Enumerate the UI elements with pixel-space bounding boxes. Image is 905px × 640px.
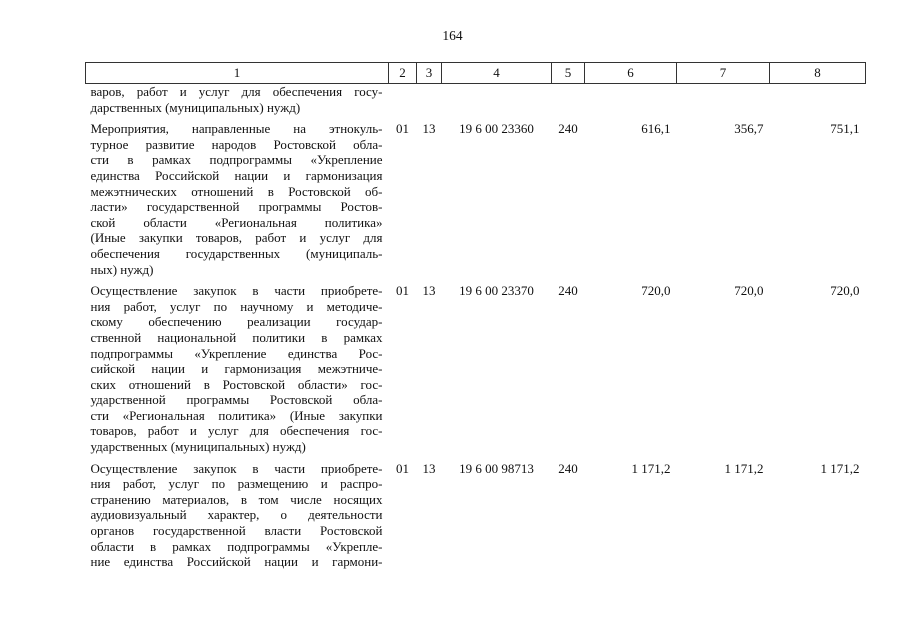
description-line: подпрограммы «Укрепление единства Рос- (90, 345, 383, 361)
subsection-code (417, 84, 442, 122)
expense-type-code: 240 (558, 121, 578, 137)
amount-year-3: 720,0 (830, 283, 860, 299)
description-line: ных) нужд) (90, 261, 154, 277)
row-description (86, 84, 389, 122)
amount-year-2 (677, 84, 770, 122)
description-line: сийской нации и гармонизация межэтниче- (90, 361, 383, 377)
row-description (86, 283, 389, 461)
description-line: дарственных (муниципальных) нужд) (90, 99, 301, 115)
expense-type-code: 240 (558, 283, 578, 299)
amount-year-1: 1 171,2 (631, 460, 671, 476)
description-line: ударственной программы Ростовской обла- (90, 392, 383, 408)
column-header: 1 (86, 63, 389, 84)
description-line: (Иные закупки товаров, работ и услуг для (90, 230, 383, 246)
amount-year-2: 356,7 (734, 121, 764, 137)
table-row (86, 283, 866, 461)
description-line: скому обеспечению реализации государ- (90, 314, 383, 330)
column-header: 3 (417, 63, 442, 84)
description-line: ственной национальной политики в рамках (90, 329, 383, 345)
target-article-code: 19 6 00 23370 (459, 283, 534, 299)
budget-table (85, 62, 866, 570)
amount-year-1 (585, 84, 677, 122)
column-header: 4 (442, 63, 552, 84)
column-header: 6 (585, 63, 677, 84)
target-article-code (442, 84, 552, 122)
description-line: Осуществление закупок в части приобрете- (90, 283, 383, 299)
section-code: 01 (396, 283, 409, 299)
amount-year-3 (770, 84, 866, 122)
description-line: области в рамках подпрограммы «Укрепле- (90, 538, 383, 554)
description-line: ния работ, услуг по размещению и распро- (90, 476, 383, 492)
description-line: органов государственной власти Ростовской (90, 523, 383, 539)
description-line: Осуществление закупок в части приобрете- (90, 460, 383, 476)
table-header-row (86, 63, 866, 84)
amount-year-1: 616,1 (641, 121, 671, 137)
description-line: Мероприятия, направленные на этнокуль- (90, 121, 383, 137)
table-row (86, 461, 866, 570)
table-row (86, 121, 866, 283)
amount-year-2: 1 171,2 (724, 460, 764, 476)
description-line: единства Российской нации и гармонизация (90, 167, 383, 183)
amount-year-1: 720,0 (641, 283, 671, 299)
description-line: аудиовизуальный характер, о деятельности (90, 507, 383, 523)
subsection-code: 13 (422, 460, 436, 476)
description-line: товаров, работ и услуг для обеспечения гос- (90, 423, 383, 439)
description-line: ских отношений в Ростовской области» гос- (90, 376, 383, 392)
description-line: ния работ, услуг по научному и методиче- (90, 298, 383, 314)
column-header: 8 (770, 63, 866, 84)
target-article-code: 19 6 00 98713 (459, 460, 534, 476)
section-code: 01 (396, 121, 409, 137)
section-code: 01 (396, 460, 409, 476)
column-header: 2 (389, 63, 417, 84)
column-header: 7 (677, 63, 770, 84)
amount-year-3: 751,1 (830, 121, 860, 137)
description-line: турное развитие народов Ростовской обла- (90, 136, 383, 152)
page-number: 164 (442, 28, 463, 43)
expense-type-code: 240 (558, 460, 578, 476)
amount-year-3: 1 171,2 (820, 460, 860, 476)
target-article-code: 19 6 00 23360 (459, 121, 534, 137)
description-line: межэтнических отношений в Ростовской об- (90, 183, 383, 199)
description-line: ской области «Региональная политика» (90, 214, 383, 230)
amount-year-2: 720,0 (734, 283, 764, 299)
table-body (86, 84, 866, 570)
expense-type-code (552, 84, 585, 122)
section-code (389, 84, 417, 122)
table-row (86, 84, 866, 122)
description-line: странению материалов, в том числе носящих (90, 491, 383, 507)
description-line: сти «Региональная политика» (Иные закупки (90, 407, 383, 423)
description-line: ние единства Российской нации и гармони- (90, 554, 383, 570)
row-description (86, 461, 389, 570)
subsection-code: 13 (422, 121, 436, 137)
description-line: варов, работ и услуг для обеспечения госу- (90, 84, 383, 99)
row-description (86, 121, 389, 283)
description-line: ударственных (муниципальных) нужд) (90, 439, 306, 455)
subsection-code: 13 (422, 283, 436, 299)
description-line: обеспечения государственных (муниципаль- (90, 245, 383, 261)
description-line: ласти» государственной программы Ростов- (90, 199, 383, 215)
description-line: сти в рамках подпрограммы «Укрепление (90, 152, 383, 168)
column-header: 5 (552, 63, 585, 84)
